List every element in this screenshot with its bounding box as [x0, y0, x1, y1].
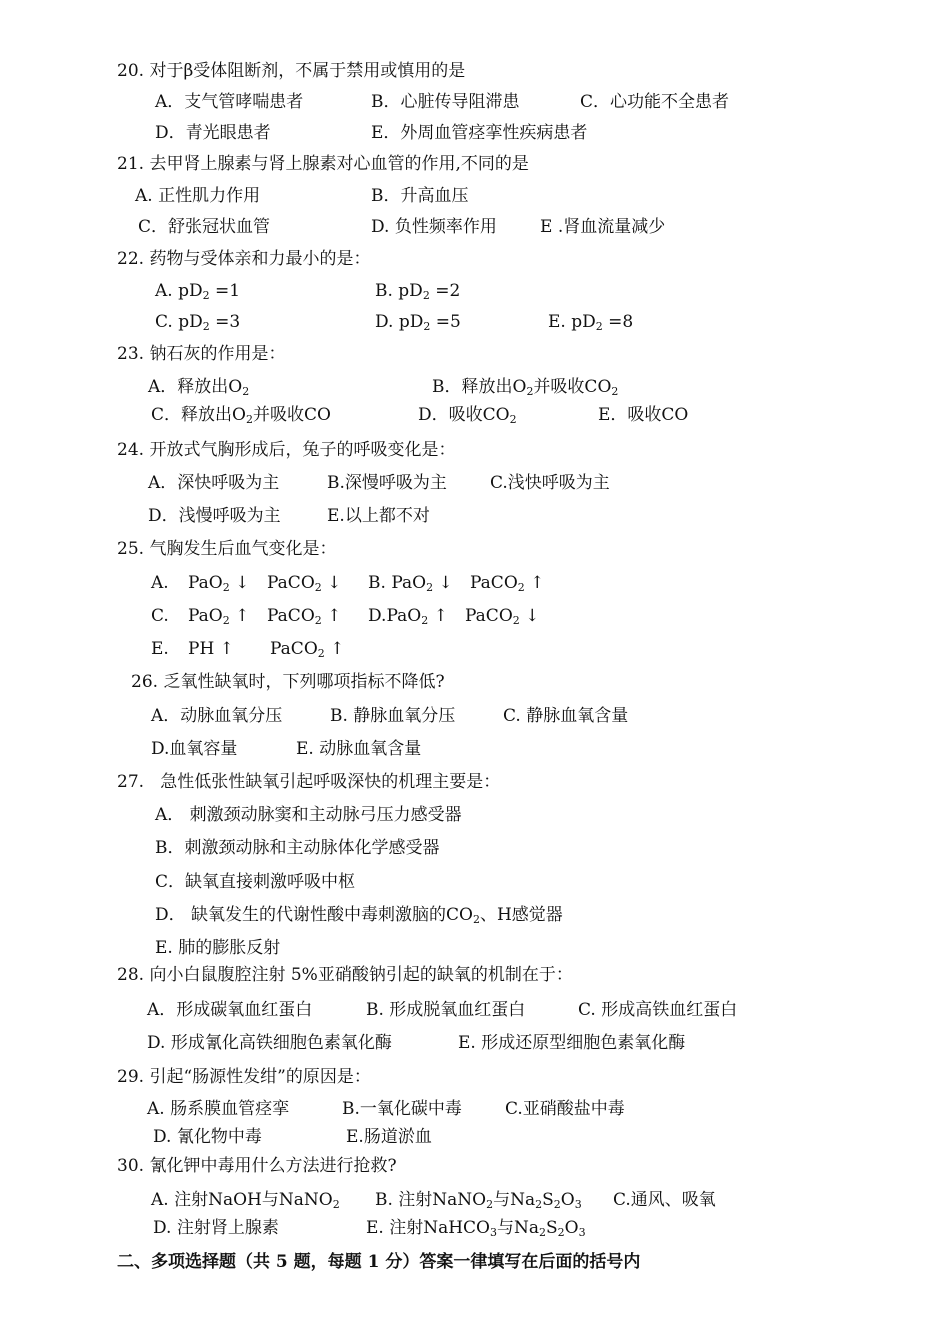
- option-e: E. 动脉血氧含量: [296, 739, 422, 759]
- option-d: D．浅慢呼吸为主: [148, 506, 281, 526]
- question-29-stem: 29. 引起“肠源性发绀”的原因是：: [117, 1067, 371, 1087]
- option-e-ph: PH ↑: [188, 639, 234, 659]
- option-d: D． 缺氧发生的代谢性酸中毒刺激脑的$CO_2$、H感觉器: [155, 905, 563, 926]
- option-a: A. 肠系膜血管痉挛: [147, 1099, 290, 1119]
- option-a: A．形成碳氧血红蛋白: [147, 1000, 313, 1020]
- question-22-stem: 22. 药物与受体亲和力最小的是：: [117, 249, 371, 269]
- option-d: D.血氧容量: [151, 739, 238, 759]
- option-b-paco2: PaCO$_2$ ↑: [470, 573, 545, 594]
- option-c-paco2: PaCO$_2$ ↑: [267, 606, 342, 627]
- option-a: A．释放出$O_2$: [148, 377, 250, 398]
- option-c: C．舒张冠状血管: [138, 217, 271, 237]
- option-a-pao2: PaO$_2$ ↓: [188, 573, 250, 594]
- option-a: A. 正性肌力作用: [135, 186, 261, 206]
- option-c: C．释放出$O_2$并吸收CO: [151, 405, 331, 426]
- option-c: C. $pD_2 =3$: [155, 312, 241, 333]
- option-e: E．吸收CO: [598, 405, 689, 425]
- option-b: B．释放出$O_2$并吸收$CO_2$: [432, 377, 619, 398]
- option-e: E.以上都不对: [327, 506, 430, 526]
- question-23-stem: 23. 钠石灰的作用是：: [117, 344, 286, 364]
- option-e-paco2: PaCO$_2$ ↑: [270, 639, 345, 660]
- option-c-pao2: PaO$_2$ ↑: [188, 606, 250, 627]
- question-26-stem: 26. 乏氧性缺氧时，下列哪项指标不降低?: [131, 672, 445, 692]
- option-e-letter: E.: [151, 639, 169, 659]
- option-c-letter: C.: [151, 606, 169, 626]
- option-c: C. 形成高铁血红蛋白: [578, 1000, 738, 1020]
- question-25-stem: 25. 气胸发生后血气变化是：: [117, 539, 337, 559]
- option-e: E. 形成还原型细胞色素氧化酶: [458, 1033, 686, 1053]
- option-a: A. 注射NaOH与NaNO$_2$: [151, 1190, 340, 1211]
- option-b: B．心脏传导阻滞患: [371, 92, 520, 112]
- option-d: D．青光眼患者: [155, 123, 271, 143]
- option-b: B. $pD_2 =2$: [375, 281, 461, 302]
- option-d: D. 氰化物中毒: [153, 1127, 262, 1147]
- option-e: E. 注射NaHCO$_3$与$Na_2S_2O_3$: [366, 1218, 586, 1239]
- question-24-stem: 24. 开放式气胸形成后，兔子的呼吸变化是：: [117, 440, 456, 460]
- option-c: C．缺氧直接刺激呼吸中枢: [155, 872, 356, 892]
- question-21-stem: 21. 去甲肾上腺素与肾上腺素对心血管的作用,不同的是: [117, 154, 529, 174]
- option-d-paco2: PaCO$_2$ ↓: [465, 606, 540, 627]
- option-e: E. $pD_2 =8$: [548, 312, 634, 333]
- option-c: C. 静脉血氧含量: [503, 706, 629, 726]
- question-20-stem: 20. 对于β受体阻断剂，不属于禁用或慎用的是: [117, 61, 466, 81]
- option-d: D. $pD_2 =5$: [375, 312, 461, 333]
- option-b: B. 注射NaNO$_2$与$Na_2S_2O_3$: [375, 1190, 582, 1211]
- option-d: D. 注射肾上腺素: [153, 1218, 279, 1238]
- option-a: A．深快呼吸为主: [148, 473, 280, 493]
- option-b: B. 形成脱氧血红蛋白: [366, 1000, 526, 1020]
- option-b: B．刺激颈动脉和主动脉体化学感受器: [155, 838, 440, 858]
- question-30-stem: 30. 氰化钾中毒用什么方法进行抢救?: [117, 1156, 397, 1176]
- option-e: E. 肺的膨胀反射: [155, 938, 281, 958]
- option-b: B.深慢呼吸为主: [327, 473, 447, 493]
- option-d: D. 形成氰化高铁细胞色素氧化酶: [147, 1033, 392, 1053]
- option-c: C.亚硝酸盐中毒: [505, 1099, 625, 1119]
- option-c: C.浅快呼吸为主: [490, 473, 610, 493]
- option-e: E.肠道淤血: [346, 1127, 432, 1147]
- option-e: E .肾血流量减少: [540, 217, 666, 237]
- option-b-pao2: B. PaO$_2$ ↓: [368, 573, 453, 594]
- option-d: D．吸收$CO_2$: [418, 405, 517, 426]
- option-a: A．动脉血氧分压: [151, 706, 283, 726]
- option-a: A． 刺激颈动脉窦和主动脉弓压力感受器: [155, 805, 462, 825]
- option-b: B.一氧化碳中毒: [342, 1099, 462, 1119]
- option-d-pao2: D.PaO$_2$ ↑: [368, 606, 448, 627]
- option-a: A. $pD_2 =1$: [155, 281, 241, 302]
- option-b: B. 静脉血氧分压: [330, 706, 456, 726]
- option-e: E．外周血管痉挛性疾病患者: [371, 123, 588, 143]
- question-28-stem: 28. 向小白鼠腹腔注射 5%亚硝酸钠引起的缺氧的机制在于：: [117, 965, 573, 985]
- option-a-paco2: PaCO$_2$ ↓: [267, 573, 342, 594]
- question-27-stem: 27. 急性低张性缺氧引起呼吸深快的机理主要是：: [117, 772, 501, 792]
- option-a-letter: A.: [151, 573, 169, 593]
- option-a: A．支气管哮喘患者: [155, 92, 304, 112]
- option-d: D. 负性频率作用: [371, 217, 497, 237]
- option-b: B．升高血压: [371, 186, 469, 206]
- option-c: C．心功能不全患者: [580, 92, 730, 112]
- section-2-heading: 二、多项选择题（共 5 题，每题 1 分）答案一律填写在后面的括号内: [117, 1252, 641, 1272]
- option-c: C.通风、吸氧: [613, 1190, 716, 1210]
